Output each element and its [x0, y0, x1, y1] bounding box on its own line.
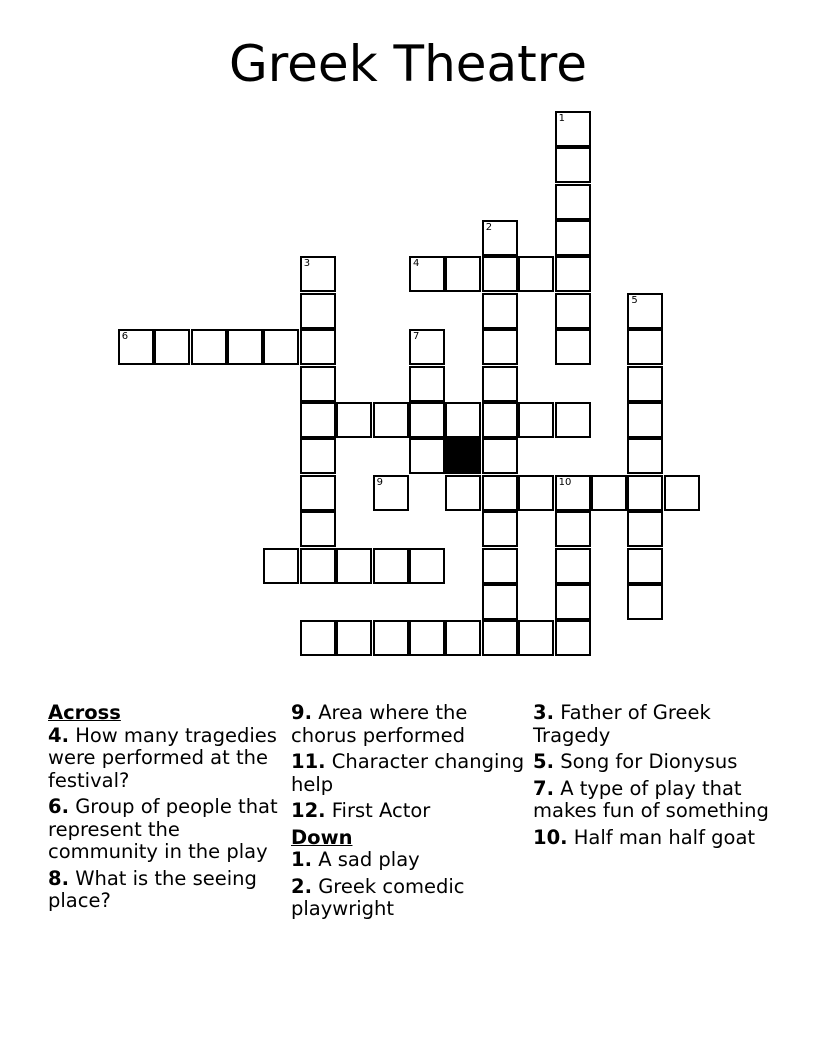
- across-header: Across: [48, 701, 121, 724]
- grid-cell[interactable]: [518, 620, 554, 656]
- clue-column-1: [48, 702, 284, 917]
- grid-cell[interactable]: [409, 256, 445, 292]
- grid-cell[interactable]: [373, 475, 409, 511]
- grid-cell[interactable]: [627, 548, 663, 584]
- grid-cell[interactable]: [445, 620, 481, 656]
- grid-cell[interactable]: [191, 329, 227, 365]
- clue-number: 9: [376, 476, 383, 488]
- grid-cell[interactable]: [555, 548, 591, 584]
- clue-column-3: [533, 702, 773, 853]
- grid-cell[interactable]: [373, 402, 409, 438]
- grid-cell[interactable]: [555, 111, 591, 147]
- grid-cell[interactable]: [482, 256, 518, 292]
- across-clue-11: 11. Character changing help: [291, 750, 525, 796]
- grid-cell[interactable]: [336, 548, 372, 584]
- grid-cell[interactable]: [300, 402, 336, 438]
- grid-cell[interactable]: [409, 329, 445, 365]
- grid-cell[interactable]: [300, 548, 336, 584]
- grid-cell[interactable]: [555, 584, 591, 620]
- clue-number: 6: [121, 331, 129, 343]
- clue-number: 4: [413, 258, 420, 270]
- grid-cell[interactable]: [627, 402, 663, 438]
- grid-cell[interactable]: [300, 511, 336, 547]
- grid-cell[interactable]: [482, 366, 518, 402]
- grid-cell[interactable]: [518, 475, 554, 511]
- grid-cell[interactable]: [154, 329, 190, 365]
- grid-cell[interactable]: [300, 256, 336, 292]
- grid-cell[interactable]: [263, 329, 299, 365]
- grid-cell[interactable]: [118, 329, 154, 365]
- grid-cell[interactable]: [300, 475, 336, 511]
- clue-number: 5: [631, 294, 638, 306]
- grid-cell[interactable]: [555, 620, 591, 656]
- down-clue-5: 5. Song for Dionysus: [533, 750, 738, 773]
- grid-cell[interactable]: [627, 584, 663, 620]
- grid-cell[interactable]: [445, 402, 481, 438]
- grid-cell[interactable]: [482, 584, 518, 620]
- grid-cell[interactable]: [300, 329, 336, 365]
- grid-cell[interactable]: [482, 620, 518, 656]
- down-header: Down: [291, 825, 353, 849]
- grid-cell[interactable]: [409, 548, 445, 584]
- grid-cell[interactable]: [482, 511, 518, 547]
- puzzle-title: Greek Theatre: [228, 35, 588, 93]
- grid-cell[interactable]: [482, 293, 518, 329]
- grid-cell[interactable]: [555, 475, 591, 511]
- down-clue-10: 10. Half man half goat: [533, 825, 756, 849]
- down-clue-3: 3. Father of Greek Tragedy: [533, 701, 711, 747]
- grid-cell[interactable]: [555, 329, 591, 365]
- grid-cell[interactable]: [336, 620, 372, 656]
- grid-cell[interactable]: [373, 548, 409, 584]
- grid-cell[interactable]: [555, 220, 591, 256]
- grid-cell[interactable]: [445, 475, 481, 511]
- grid-cell[interactable]: [482, 438, 518, 474]
- grid-cell[interactable]: [482, 329, 518, 365]
- grid-cell[interactable]: [555, 147, 591, 183]
- grid-cell[interactable]: [409, 366, 445, 402]
- grid-cell[interactable]: [482, 548, 518, 584]
- grid-cell[interactable]: [518, 256, 554, 292]
- grid-cell[interactable]: [555, 184, 591, 220]
- clue-number: 10: [558, 476, 572, 488]
- grid-cell[interactable]: [518, 402, 554, 438]
- grid-cell[interactable]: [627, 511, 663, 547]
- grid-cell[interactable]: [591, 475, 627, 511]
- grid-cell[interactable]: [482, 220, 518, 256]
- grid-cell[interactable]: [409, 438, 445, 474]
- grid-cell[interactable]: [409, 620, 445, 656]
- down-clue-7: 7. A type of play that makes fun of something: [533, 776, 769, 822]
- grid-cell[interactable]: [627, 438, 663, 474]
- across-clue-9: 9. Area where the chorus performed: [291, 701, 468, 747]
- grid-cell[interactable]: [300, 620, 336, 656]
- grid-cell[interactable]: [627, 293, 663, 329]
- across-clue-6: 6. Group of people that represent the community in the play: [48, 795, 278, 863]
- grid-cell[interactable]: [373, 620, 409, 656]
- grid-cell[interactable]: [482, 402, 518, 438]
- grid-cell[interactable]: [627, 475, 663, 511]
- grid-cell[interactable]: [627, 329, 663, 365]
- grid-cell[interactable]: [627, 366, 663, 402]
- clue-number: 2: [485, 222, 493, 233]
- grid-cell[interactable]: [482, 475, 518, 511]
- grid-cell[interactable]: [227, 329, 263, 365]
- black-square: [445, 438, 481, 474]
- grid-cell[interactable]: [300, 366, 336, 402]
- grid-cell[interactable]: [263, 548, 299, 584]
- grid-cell[interactable]: [409, 402, 445, 438]
- clue-number: 7: [413, 331, 420, 343]
- across-clue-12: 12. First Actor: [291, 799, 431, 822]
- clue-column-2: [291, 702, 526, 925]
- grid-cell[interactable]: [300, 293, 336, 329]
- clue-number: 3: [303, 258, 311, 270]
- grid-cell[interactable]: [555, 511, 591, 547]
- down-clue-1: 1. A sad play: [291, 848, 420, 871]
- down-clue-2: 2. Greek comedic playwright: [291, 874, 465, 920]
- clue-number: 1: [558, 112, 565, 124]
- grid-cell[interactable]: [555, 402, 591, 438]
- grid-cell[interactable]: [445, 256, 481, 292]
- grid-cell[interactable]: [300, 438, 336, 474]
- grid-cell[interactable]: [664, 475, 700, 511]
- across-clue-4: 4. How many tragedies were performed at the festival?: [48, 723, 277, 792]
- across-clue-8: 8. What is the seeing place?: [48, 866, 257, 912]
- grid-cell[interactable]: [555, 293, 591, 329]
- grid-cell[interactable]: [336, 402, 372, 438]
- grid-cell[interactable]: [555, 256, 591, 292]
